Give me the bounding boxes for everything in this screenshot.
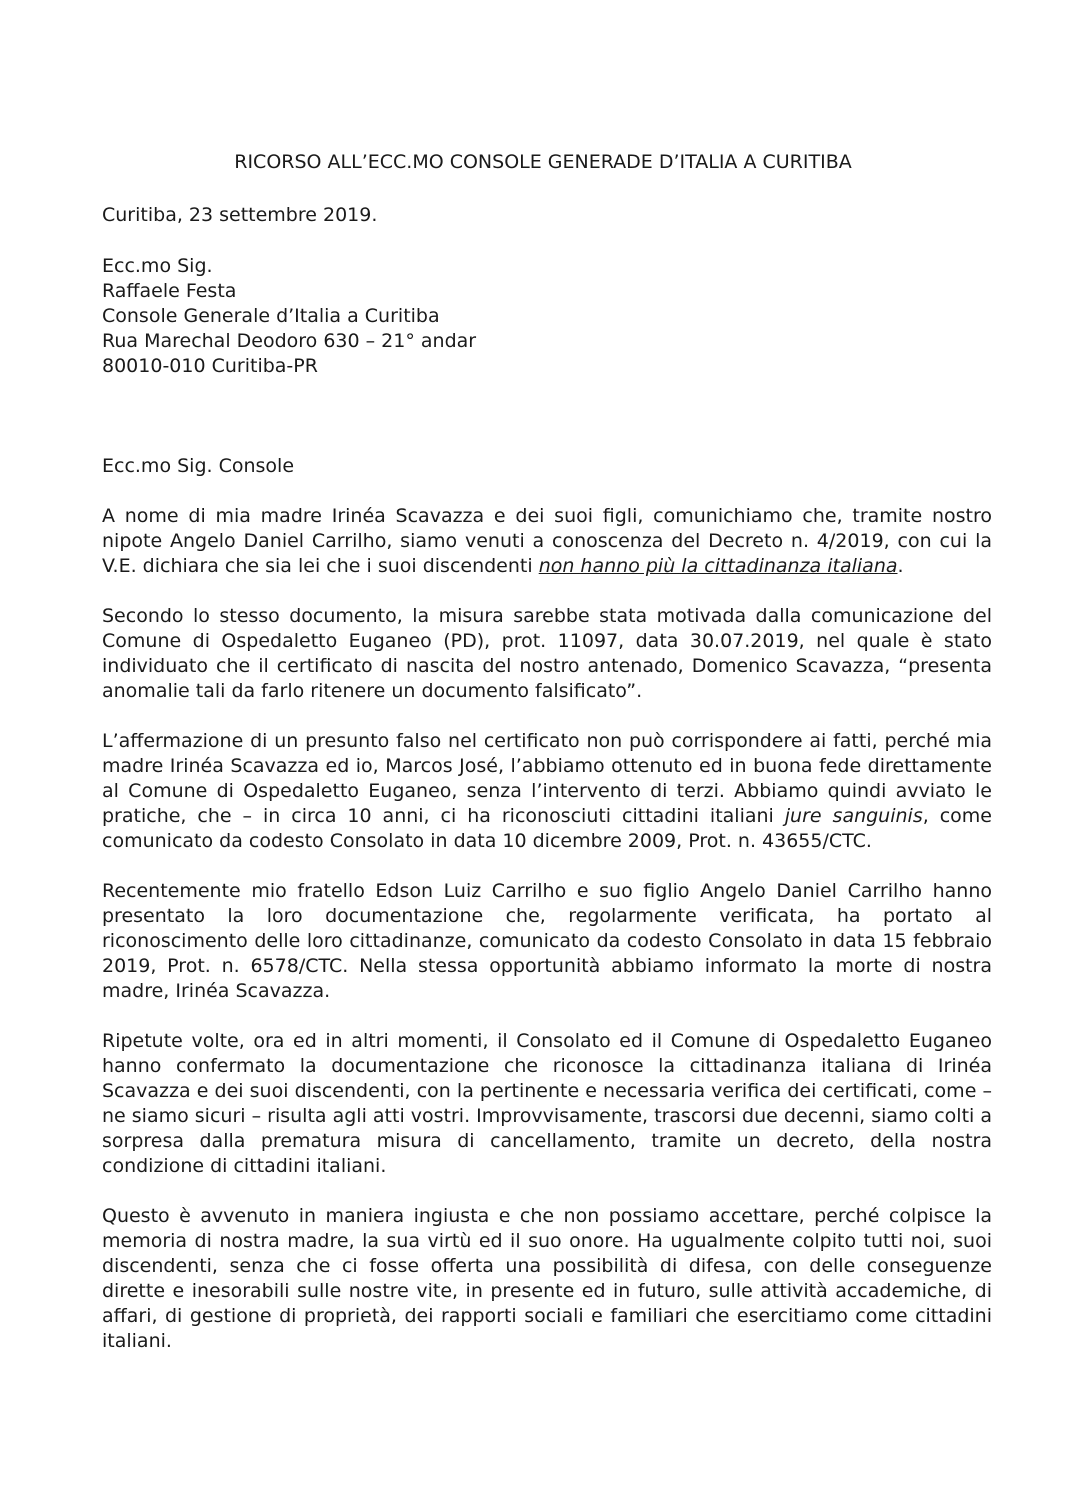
paragraph-6: Questo è avvenuto in maniera ingiusta e che non possiamo accettare, perché colpisce la memoria di nostra madre, la sua virtù ed il suo onore. Ha ugualmente colpito tutti noi, suoi discendenti, senza che ci fosse offerta una possibilità di difesa, con delle conseguenze dirette e inesorabili sulle nostre vite, in presente ed in futuro, sulle attività accademiche, di affari, di gestione di proprietà, dei rapporti sociali e familiari che esercitiamo come cittadini italiani.: [102, 1205, 992, 1352]
address-line: Console Generale d’Italia a Curitiba: [102, 305, 440, 327]
letter-title: RICORSO ALL’ECC.MO CONSOLE GENERADE D’ITALIA A CURITIBA: [234, 151, 852, 173]
letter-body: [102, 150, 992, 1379]
paragraph-4: Recentemente mio fratello Edson Luiz Carrilho e suo figlio Angelo Daniel Carrilho hanno presentato la loro documentazione che, regolarmente verificata, ha portato al riconoscimento delle loro cittadinanze, comunicato da codesto Consolato in data 15 febbraio 2019, Prot. n. 6578/CTC. Nella stessa opportunità abbiamo informato la morte di nostra madre, Irinéa Scavazza.: [102, 880, 992, 1002]
paragraph-3: [102, 729, 992, 854]
address-line: Ecc.mo Sig.: [102, 255, 213, 277]
paragraph-3-emphasis: jure sanguinis: [784, 805, 923, 827]
paragraph-2: Secondo lo stesso documento, la misura sarebbe stata motivada dalla comunicazione del Comune di Ospedaletto Euganeo (PD), prot. 11097, data 30.07.2019, nel quale è stato individuato che il certificato di nascita del nostro antenado, Domenico Scavazza, “presenta anomalie tali da farlo ritenere un documento falsificato”.: [102, 605, 992, 702]
recipient-address: [102, 254, 992, 379]
paragraph-1-end: .: [897, 555, 904, 577]
paragraph-3-end: , come comunicato da codesto Consolato in data 10 dicembre 2009, Prot. n. 43655/CTC.: [102, 805, 992, 852]
paragraph-1-emphasis: non hanno più la cittadinanza italiana: [538, 555, 898, 577]
paragraph-1-text: A nome di mia madre Irinéa Scavazza e dei suoi figli, comunichiamo che, tramite nostro nipote Angelo Daniel Carrilho, siamo venuti a conoscenza del Decreto n. 4/2019, con cui la V.E. dichiara che sia lei che i suoi discendenti: [102, 505, 992, 577]
letter-date: Curitiba, 23 settembre 2019.: [102, 204, 378, 226]
address-line: 80010-010 Curitiba-PR: [102, 355, 318, 377]
paragraph-1: [102, 504, 992, 579]
address-line: Raffaele Festa: [102, 280, 237, 302]
paragraph-3-text: L’affermazione di un presunto falso nel certificato non può corrispondere ai fatti, perché mia madre Irinéa Scavazza ed io, Marcos José, l’abbiamo ottenuto ed in buona fede direttamente al Comune di Ospedaletto Euganeo, senza l’intervento di terzi. Abbiamo quindi avviato le pratiche, che – in circa 10 anni, ci ha riconosciuti cittadini italiani: [102, 730, 992, 827]
paragraph-5: Ripetute volte, ora ed in altri momenti, il Consolato ed il Comune di Ospedaletto Euganeo hanno confermato la documentazione che riconosce la cittadinanza italiana di Irinéa Scavazza e dei suoi discendenti, con la pertinente e necessaria verifica dei certificati, come – ne siamo sicuri – risulta agli atti vostri. Improvvisamente, trascorsi due decenni, siamo colti a sorpresa dalla prematura misura di cancellamento, tramite un decreto, della nostra condizione di cittadini italiani.: [102, 1030, 992, 1177]
address-line: Rua Marechal Deodoro 630 – 21° andar: [102, 330, 477, 352]
salutation: Ecc.mo Sig. Console: [102, 455, 295, 477]
